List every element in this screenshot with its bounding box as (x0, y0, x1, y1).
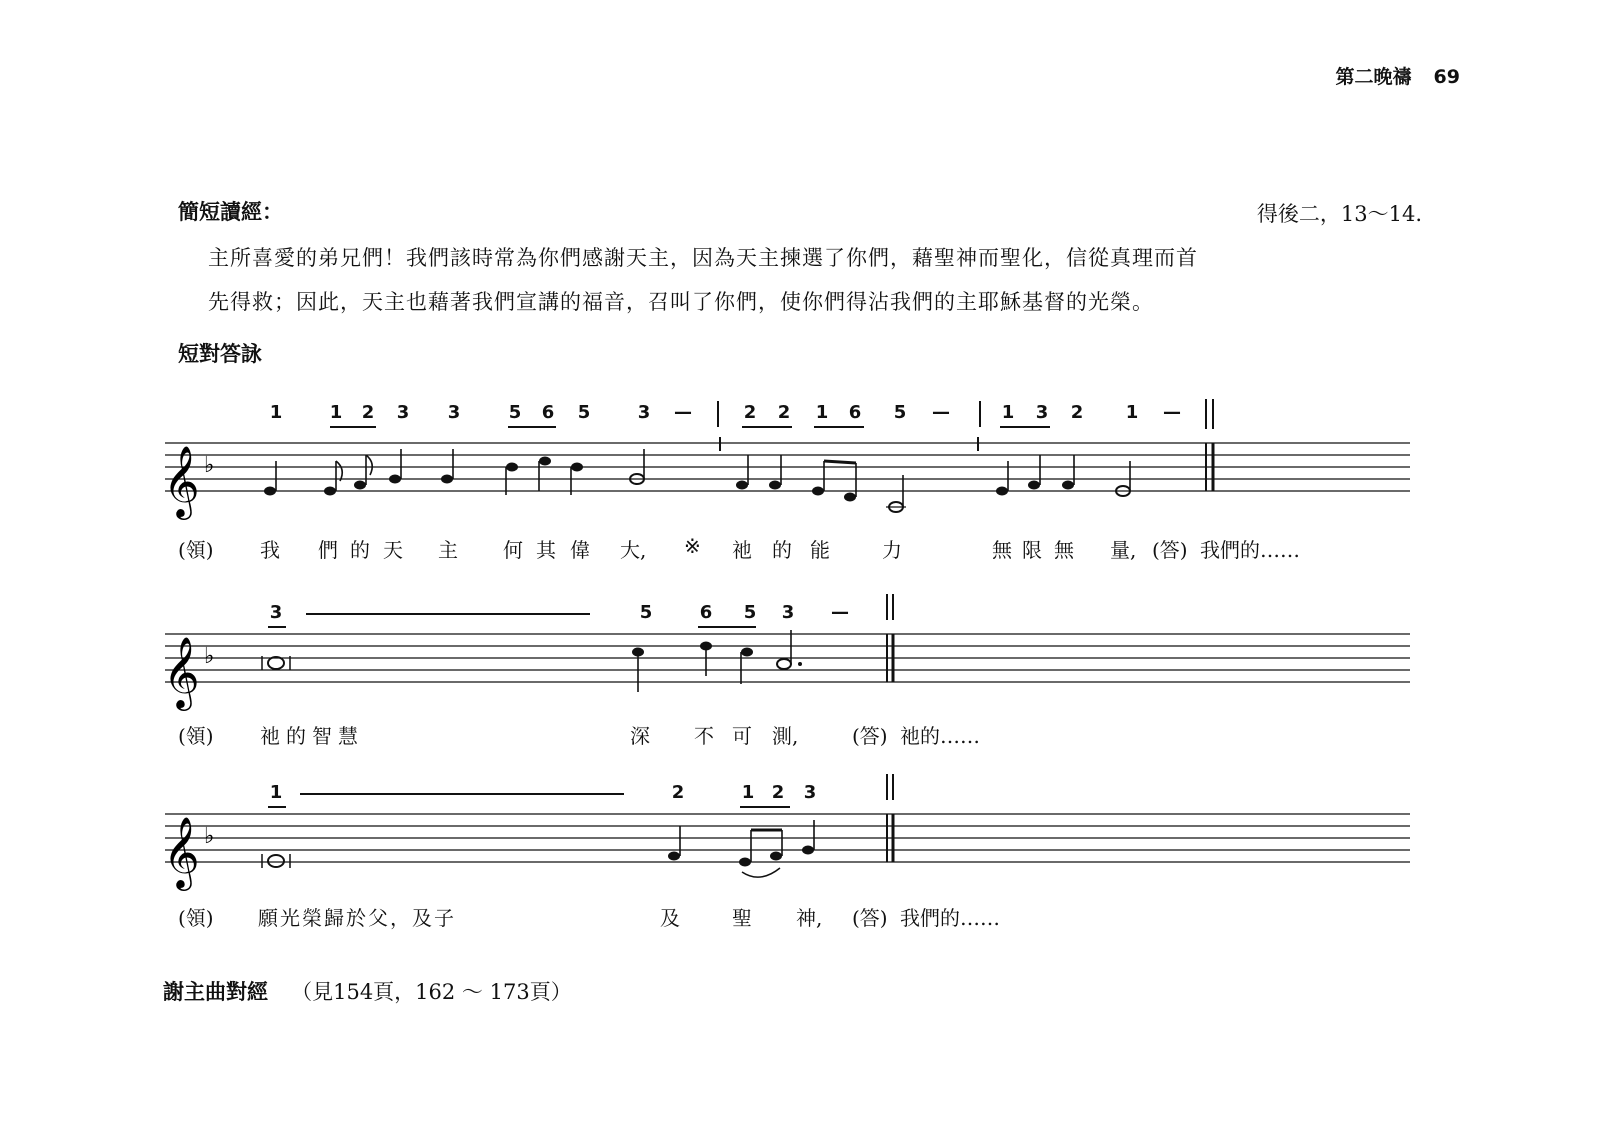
lyric: 能 (810, 538, 830, 562)
lyric: 不 (694, 724, 714, 748)
lyric: 偉 (570, 538, 590, 562)
flat-sign-icon: ♭ (204, 644, 215, 669)
jianpu-number: 3 (1035, 402, 1049, 423)
jianpu-number: 1 (741, 782, 755, 803)
lyric: 的 (772, 538, 792, 562)
jianpu-number: 3 (269, 602, 283, 623)
lyric: 其 (536, 538, 556, 562)
lyric: 及 (660, 906, 680, 930)
lyric-row-1 (0, 534, 1600, 560)
lyric: 量, (1110, 538, 1137, 562)
jianpu-number: 5 (508, 402, 522, 423)
lyric: ※ (684, 534, 701, 558)
magnificat-line (163, 976, 572, 1006)
jianpu-number: 6 (848, 402, 862, 423)
header-title: 第二晚禱 (1335, 66, 1412, 88)
jianpu-number: 3 (803, 782, 817, 803)
jianpu-number: 2 (771, 782, 785, 803)
jianpu-number: 2 (1070, 402, 1084, 423)
lyric-row-2 (0, 720, 1600, 746)
reading-line-2: 先得救；因此，天主也藉著我們宣講的福音，召叫了你們，使你們得沾我們的主耶穌基督的光榮。 (208, 290, 1154, 314)
page-number: 69 (1433, 66, 1460, 88)
jianpu-number: 3 (447, 402, 461, 423)
jianpu-number: 1 (269, 782, 283, 803)
lyric: 可 (732, 724, 752, 748)
treble-clef-icon: 𝄞 (163, 635, 200, 708)
lyric: 我們的…… (900, 906, 1000, 930)
jianpu-number: 6 (541, 402, 555, 423)
notes (264, 449, 1130, 512)
jianpu-number: 6 (699, 602, 713, 623)
lyric: 們 (318, 538, 338, 562)
lyric-row-3 (0, 902, 1600, 928)
lyric: 神, (796, 906, 823, 930)
responsory-label: 短對答詠 (178, 342, 262, 366)
lyric: 力 (882, 538, 902, 562)
jianpu-number: 1 (329, 402, 343, 423)
lyric: 聖 (732, 906, 752, 930)
jianpu-number: 3 (781, 602, 795, 623)
jianpu-number: 5 (639, 602, 653, 623)
jianpu-number: 1 (1125, 402, 1139, 423)
lyric: 無 (1054, 538, 1074, 562)
lyric: 我 (260, 538, 280, 562)
lyric: 無 (992, 538, 1012, 562)
lyric: 深 (630, 724, 650, 748)
jianpu-number: 3 (637, 402, 651, 423)
jianpu-number: 2 (777, 402, 791, 423)
jianpu-number: 2 (361, 402, 375, 423)
lyric: 何 (503, 538, 523, 562)
lyric: (答) (1152, 538, 1188, 562)
lyric: 的 (350, 538, 370, 562)
jianpu-number: 3 (396, 402, 410, 423)
notes (262, 820, 814, 877)
jianpu-number: 2 (671, 782, 685, 803)
jianpu-number: 1 (269, 402, 283, 423)
treble-clef-icon: 𝄞 (163, 444, 200, 517)
staff-1 (0, 395, 1600, 530)
staff-3 (0, 780, 1600, 890)
lyric: 測, (772, 724, 799, 748)
reading-label: 簡短讀經： (178, 200, 283, 224)
lyric: (答) (852, 906, 888, 930)
jianpu-number: 5 (743, 602, 757, 623)
staff-2 (0, 600, 1600, 710)
running-header (1336, 62, 1460, 89)
jianpu-number: 2 (743, 402, 757, 423)
lyric: (答) (852, 724, 888, 748)
jianpu-dash: — (674, 402, 692, 423)
lyric: (領) (178, 538, 214, 562)
jianpu-number: 1 (1001, 402, 1015, 423)
jianpu-number: 5 (577, 402, 591, 423)
jianpu-number: 5 (893, 402, 907, 423)
jianpu-dash: — (932, 402, 950, 423)
lyric: 限 (1022, 538, 1042, 562)
lyric: 祂的…… (900, 724, 980, 748)
jianpu-dash: — (831, 602, 849, 623)
notes (262, 630, 802, 692)
flat-sign-icon: ♭ (204, 824, 215, 849)
flat-sign-icon: ♭ (204, 453, 215, 478)
lyric: 天 (383, 538, 403, 562)
lyric: 我們的…… (1200, 538, 1300, 562)
magnificat-label: 謝主曲對經 (163, 980, 268, 1004)
lyric: 大, (620, 538, 647, 562)
lyric: 祂的智慧 (260, 724, 364, 748)
lyric: 願光榮歸於父，及子 (258, 906, 456, 930)
lyric: 主 (438, 538, 458, 562)
reading-line-1: 主所喜愛的弟兄們！我們該時常為你們感謝天主，因為天主揀選了你們，藉聖神而聖化，信從真理而首 (208, 246, 1198, 270)
lyric: (領) (178, 724, 214, 748)
lyric: 祂 (732, 538, 752, 562)
magnificat-ref: （見154頁，162 ～ 173頁） (291, 980, 572, 1004)
reading-reference: 得後二，13～14. (1256, 202, 1422, 226)
lyric: (領) (178, 906, 214, 930)
jianpu-number: 1 (815, 402, 829, 423)
treble-clef-icon: 𝄞 (163, 815, 200, 888)
jianpu-dash: — (1163, 402, 1181, 423)
